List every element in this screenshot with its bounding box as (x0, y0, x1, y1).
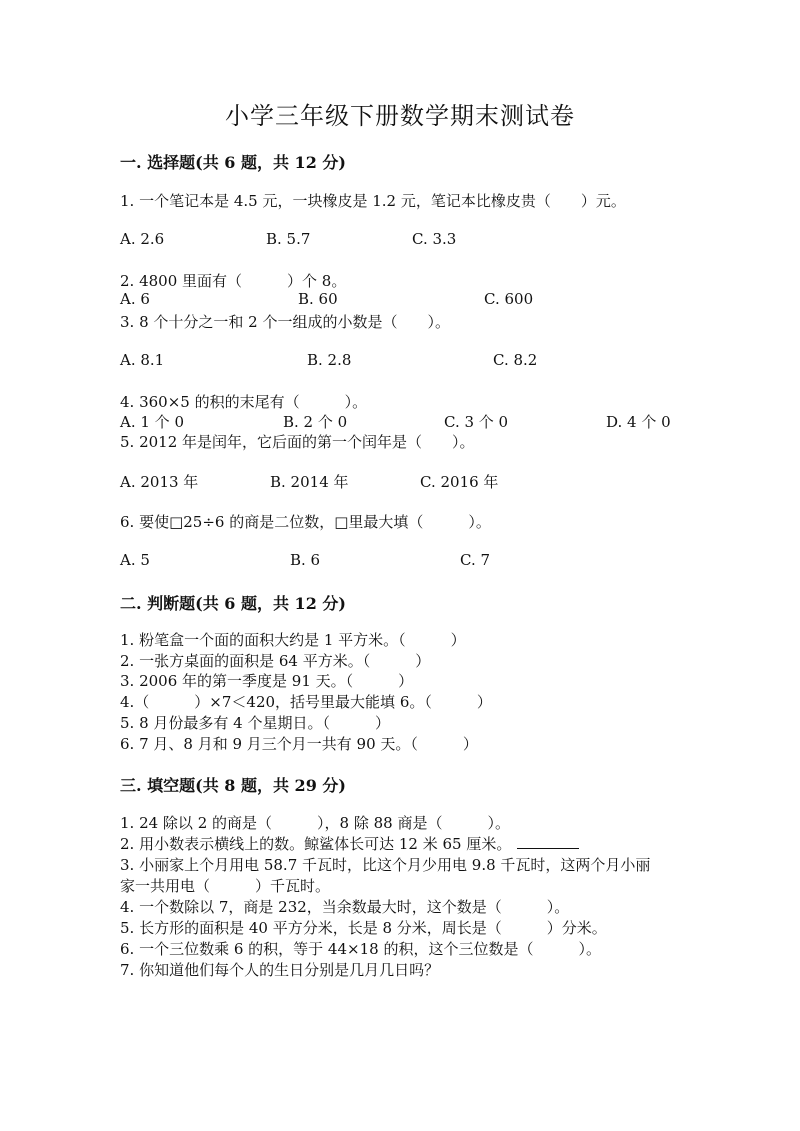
question-text: 2. 4800 里面有（ ）个 8。 (120, 272, 347, 290)
section-heading-choice: 一. 选择题(共 6 题，共 12 分) (120, 153, 346, 172)
option-d[interactable]: D. 4 个 0 (606, 413, 671, 431)
option-c[interactable]: C. 3.3 (412, 230, 457, 248)
option-b[interactable]: B. 2.8 (307, 351, 352, 369)
option-a[interactable]: A. 1 个 0 (120, 413, 184, 431)
question-text: 2. 一张方桌面的面积是 64 平方米。（ ） (120, 652, 431, 670)
question-text: 6. 一个三位数乘 6 的积，等于 44×18 的积，这个三位数是（ ）。 (120, 940, 601, 958)
question-text: 1. 粉笔盒一个面的面积大约是 1 平方米。（ ） (120, 631, 466, 649)
question-text: 5. 长方形的面积是 40 平方分米，长是 8 分米，周长是（ ）分米。 (120, 919, 607, 937)
option-a[interactable]: A. 2.6 (120, 230, 165, 248)
option-c[interactable]: C. 3 个 0 (444, 413, 509, 431)
question-text: 3. 2006 年的第一季度是 91 天。（ ） (120, 672, 414, 690)
question-text: 7. 你知道他们每个人的生日分别是几月几日吗？ (120, 961, 440, 979)
question-text: 3. 小丽家上个月用电 58.7 千瓦时，比这个月少用电 9.8 千瓦时，这两个月小丽 (120, 856, 651, 874)
option-b[interactable]: B. 60 (298, 290, 338, 308)
option-b[interactable]: B. 2 个 0 (283, 413, 348, 431)
option-b[interactable]: B. 5.7 (266, 230, 311, 248)
question-text: 5. 8 月份最多有 4 个星期日。（ ） (120, 714, 390, 732)
option-b[interactable]: B. 2014 年 (270, 473, 349, 491)
section-heading-fill: 三. 填空题(共 8 题，共 29 分) (120, 776, 346, 795)
option-c[interactable]: C. 8.2 (493, 351, 538, 369)
option-a[interactable]: A. 8.1 (120, 351, 165, 369)
question-text: 1. 一个笔记本是 4.5 元，一块橡皮是 1.2 元，笔记本比橡皮贵（ ）元。 (120, 192, 626, 210)
option-b[interactable]: B. 6 (290, 551, 321, 569)
question-text: 6. 7 月、8 月和 9 月三个月一共有 90 天。（ ） (120, 735, 478, 753)
option-a[interactable]: A. 5 (120, 551, 150, 569)
question-text: 6. 要使□25÷6 的商是二位数，□里最大填（ ）。 (120, 513, 491, 531)
option-c[interactable]: C. 7 (460, 551, 491, 569)
page-title: 小学三年级下册数学期末测试卷 (225, 102, 575, 130)
answer-blank-line[interactable] (517, 836, 579, 849)
option-c[interactable]: C. 2016 年 (420, 473, 499, 491)
question-text-with-blank (120, 833, 579, 854)
option-c[interactable]: C. 600 (484, 290, 534, 308)
question-text: 3. 8 个十分之一和 2 个一组成的小数是（ ）。 (120, 313, 450, 331)
question-text: 2. 用小数表示横线上的数。鲸鲨体长可达 12 米 65 厘米。 (120, 835, 512, 853)
question-text: 4. 360×5 的积的末尾有（ ）。 (120, 393, 368, 411)
section-heading-judgement: 二. 判断题(共 6 题，共 12 分) (120, 594, 346, 613)
question-text: 4. 一个数除以 7，商是 232，当余数最大时，这个数是（ ）。 (120, 898, 570, 916)
option-a[interactable]: A. 2013 年 (120, 473, 199, 491)
question-text: 5. 2012 年是闰年，它后面的第一个闰年是（ ）。 (120, 433, 475, 451)
question-text: 家一共用电（ ）千瓦时。 (120, 877, 331, 895)
question-text: 4.（ ）×7＜420，括号里最大能填 6。（ ） (120, 693, 492, 711)
option-a[interactable]: A. 6 (120, 290, 150, 308)
question-text: 1. 24 除以 2 的商是（ ），8 除 88 商是（ ）。 (120, 814, 510, 832)
